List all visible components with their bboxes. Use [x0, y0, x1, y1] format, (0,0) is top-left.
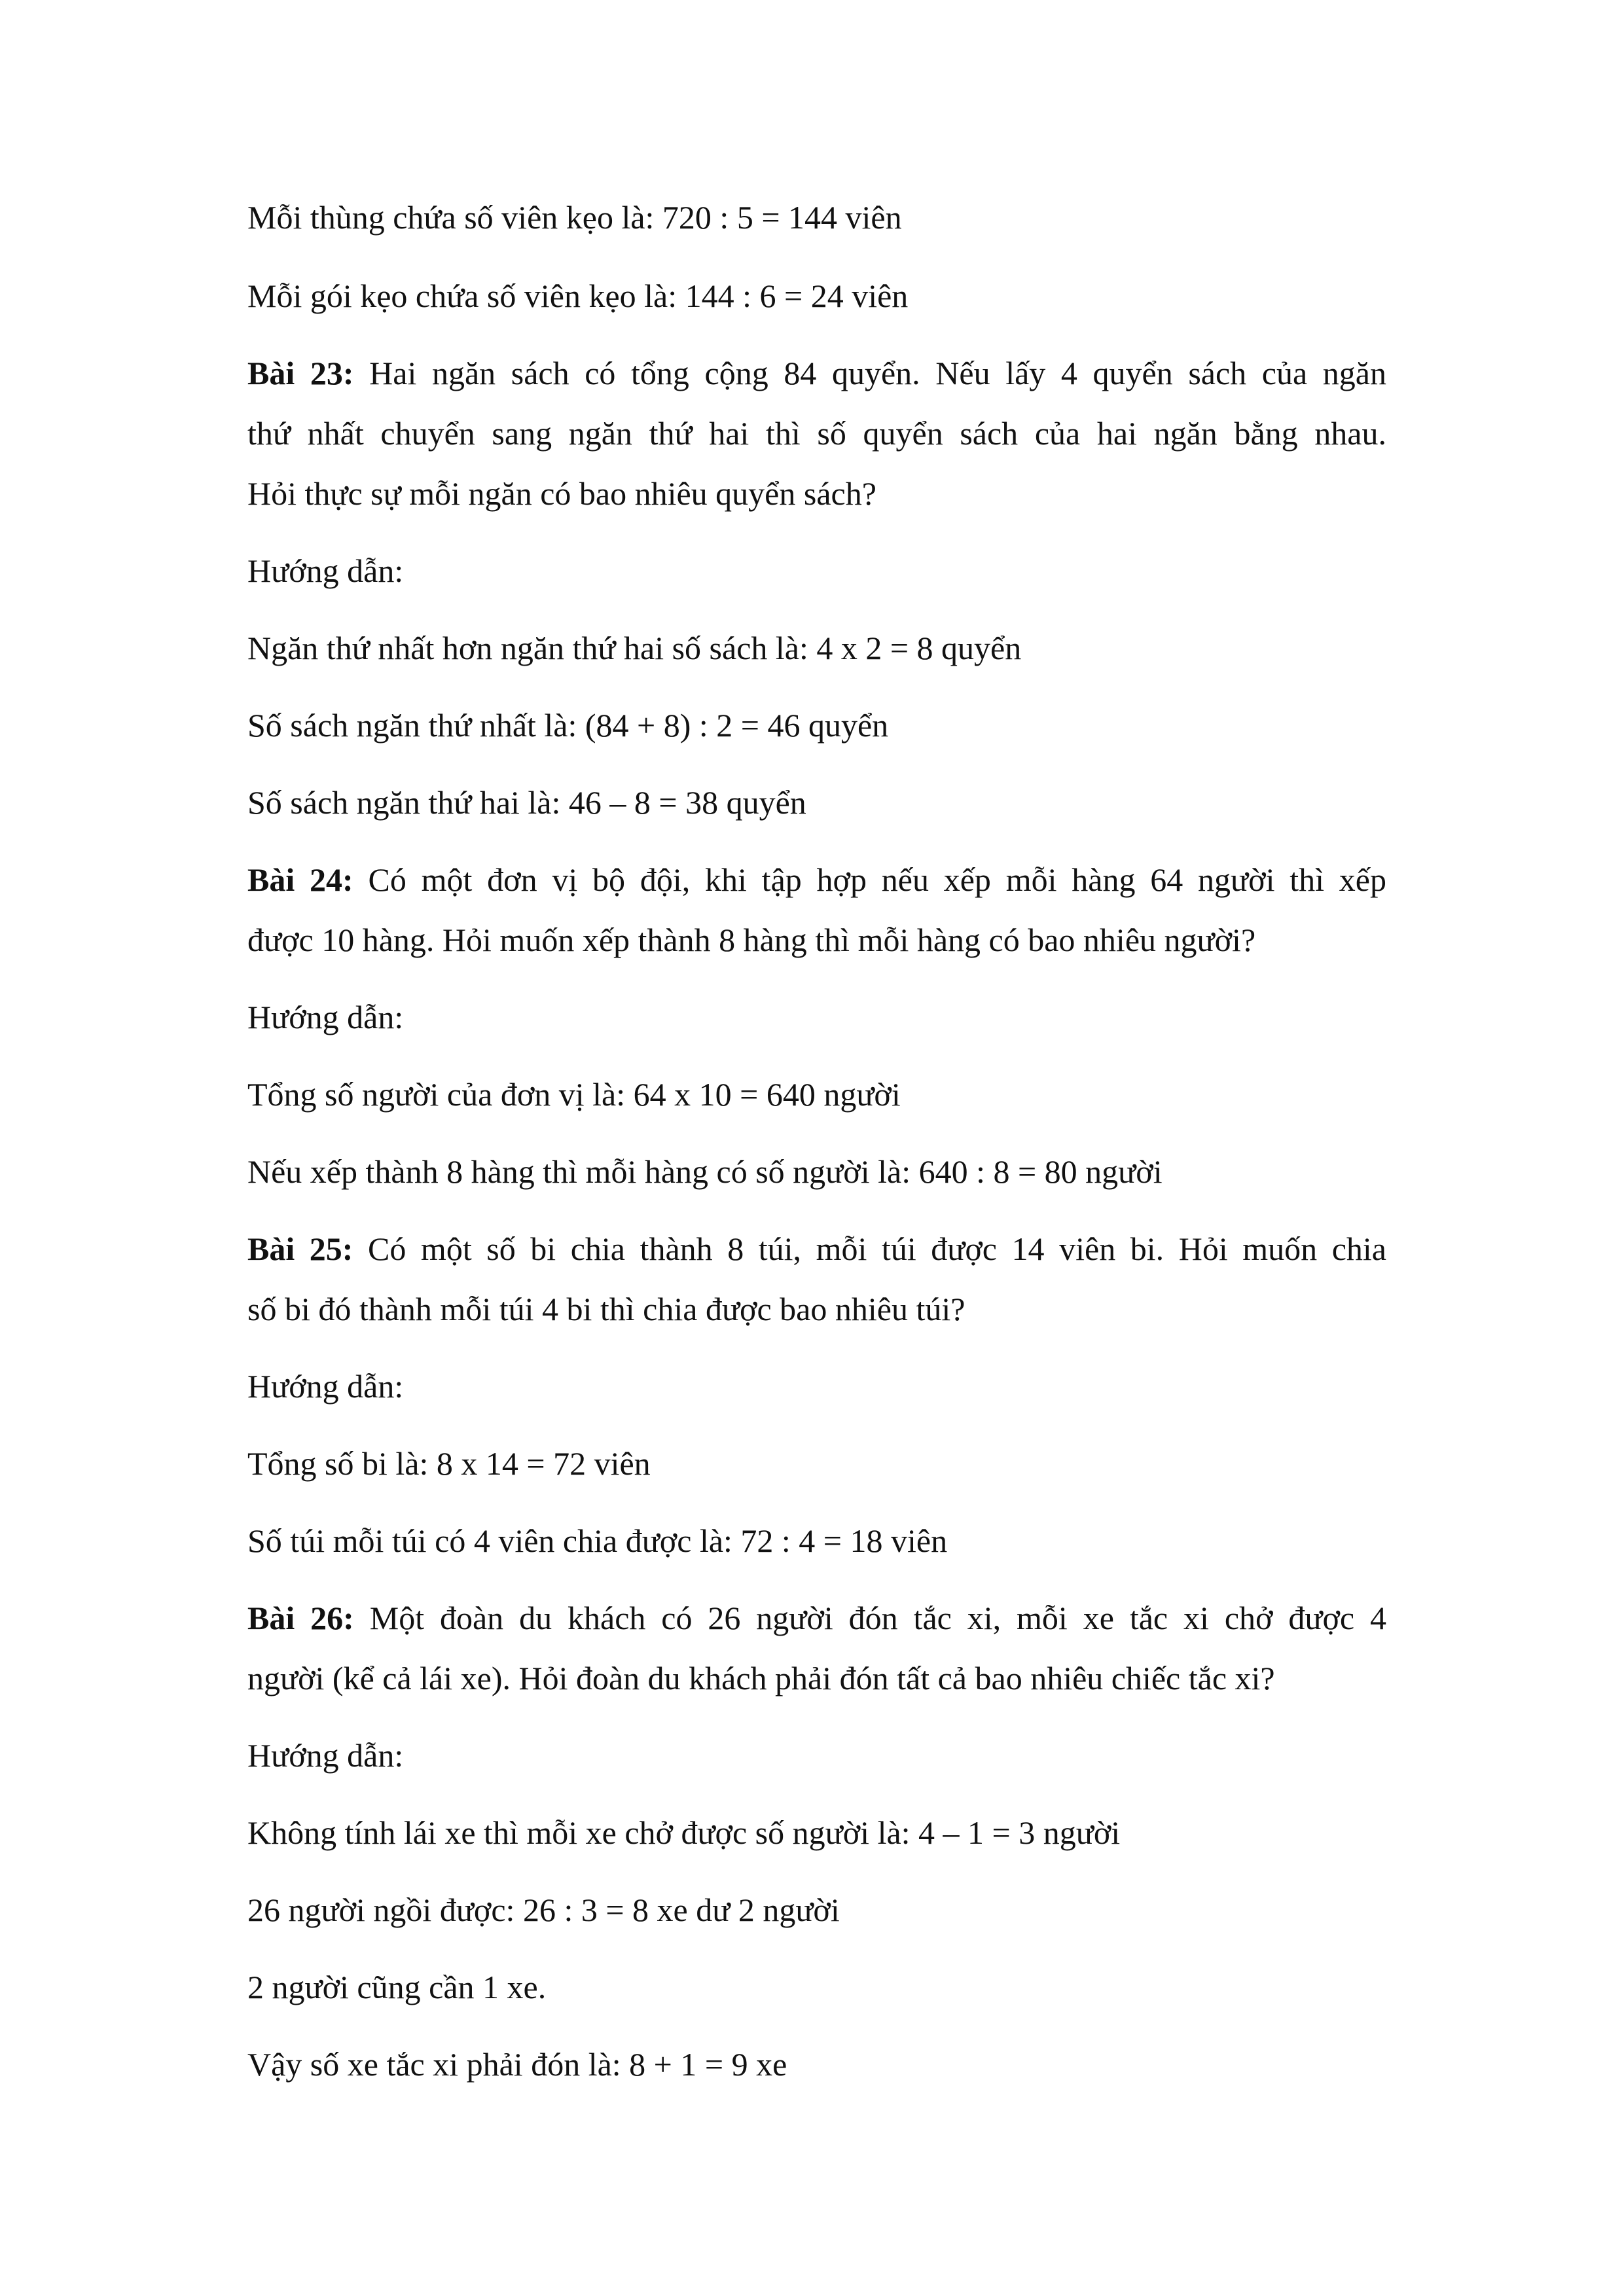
problem-text: Có một số bi chia thành 8 túi, mỗi túi được 14 viên bi. Hỏi muốn chia	[368, 1230, 1386, 1267]
solution-line: Số sách ngăn thứ nhất là: (84 + 8) : 2 = 46 quyển	[247, 707, 889, 744]
solution-line: Vậy số xe tắc xi phải đón là: 8 + 1 = 9 xe	[247, 2046, 787, 2083]
problem-23-line-1	[247, 353, 1386, 393]
problem-label: Bài 25:	[247, 1230, 353, 1267]
problem-text: Một đoàn du khách có 26 người đón tắc xi, mỗi xe tắc xi chở được 4	[369, 1600, 1387, 1636]
solution-line: Số sách ngăn thứ hai là: 46 – 8 = 38 quyển	[247, 784, 806, 821]
problem-26-line-1	[247, 1598, 1386, 1638]
solution-line: Tổng số bi là: 8 x 14 = 72 viên	[247, 1445, 651, 1482]
solution-line: Tổng số người của đơn vị là: 64 x 10 = 640 người	[247, 1076, 901, 1113]
problem-24-line-1	[247, 860, 1386, 899]
problem-24-line-2: được 10 hàng. Hỏi muốn xếp thành 8 hàng thì mỗi hàng có bao nhiêu người?	[247, 922, 1256, 958]
guide-heading: Hướng dẫn:	[247, 552, 404, 589]
solution-line: 2 người cũng cần 1 xe.	[247, 1969, 547, 2005]
guide-heading: Hướng dẫn:	[247, 1737, 404, 1774]
solution-line: Ngăn thứ nhất hơn ngăn thứ hai số sách là: 4 x 2 = 8 quyển	[247, 630, 1022, 666]
problem-26-line-2: người (kể cả lái xe). Hỏi đoàn du khách phải đón tất cả bao nhiêu chiếc tắc xi?	[247, 1660, 1275, 1696]
solution-line: 26 người ngồi được: 26 : 3 = 8 xe dư 2 người	[247, 1892, 840, 1928]
text-line: Mỗi thùng chứa số viên kẹo là: 720 : 5 = 144 viên	[247, 199, 902, 236]
problem-text: Hai ngăn sách có tổng cộng 84 quyển. Nếu lấy 4 quyển sách của ngăn	[369, 355, 1386, 391]
problem-label: Bài 26:	[247, 1600, 354, 1636]
guide-heading: Hướng dẫn:	[247, 1368, 404, 1405]
problem-25-line-2: số bi đó thành mỗi túi 4 bi thì chia được bao nhiêu túi?	[247, 1291, 965, 1327]
text-line: Mỗi gói kẹo chứa số viên kẹo là: 144 : 6 = 24 viên	[247, 278, 909, 314]
solution-line: Không tính lái xe thì mỗi xe chở được số người là: 4 – 1 = 3 người	[247, 1814, 1121, 1851]
solution-line: Số túi mỗi túi có 4 viên chia được là: 72 : 4 = 18 viên	[247, 1522, 948, 1559]
problem-label: Bài 23:	[247, 355, 354, 391]
guide-heading: Hướng dẫn:	[247, 999, 404, 1035]
problem-23-line-3: Hỏi thực sự mỗi ngăn có bao nhiêu quyển sách?	[247, 475, 876, 512]
problem-25-line-1	[247, 1229, 1386, 1268]
solution-line: Nếu xếp thành 8 hàng thì mỗi hàng có số người là: 640 : 8 = 80 người	[247, 1153, 1163, 1190]
problem-23-line-2: thứ nhất chuyển sang ngăn thứ hai thì số quyển sách của hai ngăn bằng nhau.	[247, 415, 1386, 452]
problem-text: Có một đơn vị bộ đội, khi tập hợp nếu xếp mỗi hàng 64 người thì xếp	[368, 861, 1386, 898]
problem-label: Bài 24:	[247, 861, 353, 898]
